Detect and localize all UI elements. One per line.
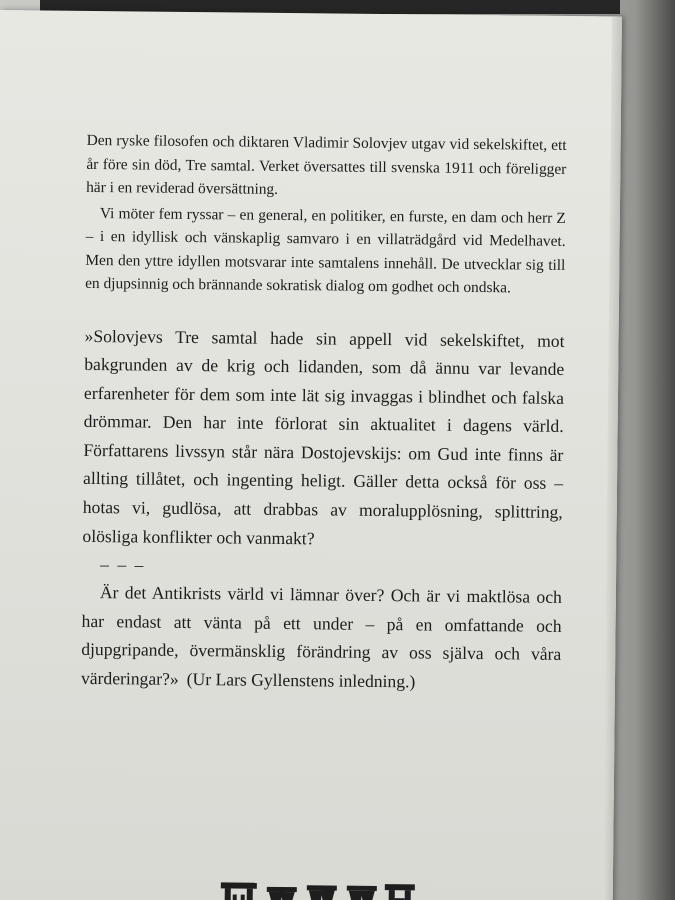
- quote-attribution: (Ur Lars Gyllenstens inledning.): [186, 669, 416, 692]
- section-separator: – – –: [100, 554, 146, 575]
- page-edge: [603, 16, 622, 900]
- decorative-border-icon: [219, 872, 419, 900]
- quote-paragraph-2: [81, 578, 562, 697]
- quote-paragraph-2-text: Är det Antikrists värld vi lämnar över? Och är vi maktlösa och har endast att vänta på ett under – på en omfattande och djupgripande, övermänsklig förändring av oss själva och våra värderingar?»: [80, 582, 562, 689]
- intro-paragraph-1: Den ryske filosofen och diktaren Vladimir Solovjev utgav vid sekelskiftet, ett år före sin död, Tre samtal. Verket översattes till svenska 1911 och föreligger här i en reviderad översättning.: [86, 131, 567, 198]
- intro-section: [85, 129, 567, 301]
- intro-paragraph-2: Vi möter fem ryssar – en general, en politiker, en furste, en dam och herr Z – i en idyllisk och vänskaplig samvaro i en villaträdgård vid Medelhavet. Men den yttre idyllen motsvarar inte samtalens innehåll. De utvecklar sig till en djupsinnig och brännande sokratisk dialog om godhet och ondska.: [85, 204, 566, 297]
- quote-paragraph-1: »Solovjevs Tre samtal hade sin appell vid sekelskiftet, mot bakgrunden av de krig och lidanden, som då ännu var levande erfarenheter för dem som inte lät sig invaggas i blindhet och falska drömmar. Den har inte förlorat sin aktualitet i dagens värld. Författarens livssyn står nära Dostojevskijs: om Gud inte finns är allting tillåtet, och ingenting heligt. Gäller detta också för oss – hotas vi, gudlösa, att drabbas av moralupplösning, splittring, olösliga konflikter och vanmakt?: [82, 325, 565, 548]
- book-page: [0, 10, 622, 900]
- quote-section: [81, 321, 565, 697]
- spine-shadow: [635, 0, 675, 900]
- page-text: [81, 129, 567, 698]
